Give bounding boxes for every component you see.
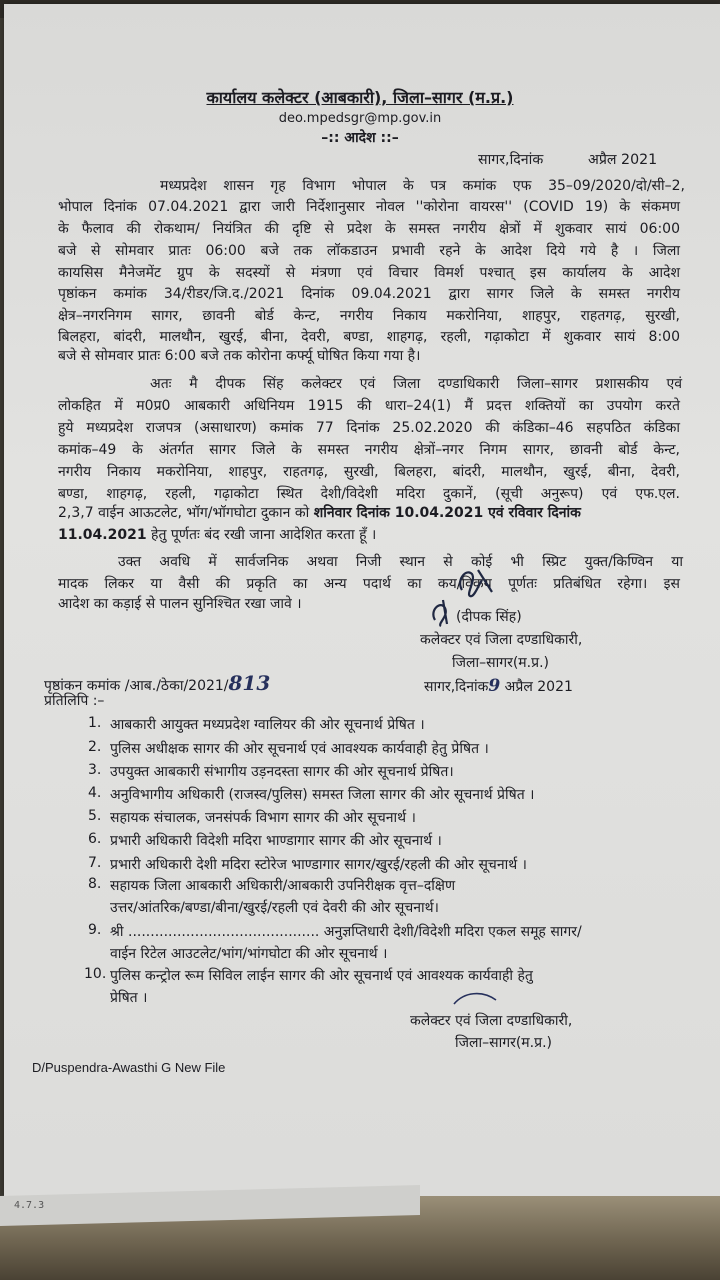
order-label: –:: आदेश ::– xyxy=(321,130,399,146)
copy-item-10-line2: प्रेषित । xyxy=(110,990,148,1006)
para3-line3: आदेश का कड़ाई से पालन सुनिश्चित रखा जावे । xyxy=(58,596,302,612)
endorsement-handwritten-number: 813 xyxy=(228,671,271,695)
copy-item-5: सहायक संचालक, जनसंपर्क विभाग सागर की ओर सूचनार्थ । xyxy=(110,810,416,826)
para2-line1: अतः मै दीपक सिंह कलेक्टर एवं जिला दण्डाधिकारी जिला–सागर प्रशासकीय एवं xyxy=(150,376,682,392)
para1-line2: भोपाल दिनांक 07.04.2021 द्वारा जारी निर्देशानुसार नोवल ''कोरोना वायरस'' (COVID 19) के संकमण xyxy=(58,199,680,215)
copy-item-6-number: 6. xyxy=(88,831,102,847)
copy-item-7-number: 7. xyxy=(88,855,102,871)
copy-item-4-number: 4. xyxy=(88,785,102,801)
order-place-date: सागर,दिनांक xyxy=(478,152,544,168)
signatory-day: 9 xyxy=(488,676,501,696)
copy-item-9-line2: वाईन रिटेल आउटलेट/भांग/भांगघोटा की ओर सूचनार्थ । xyxy=(110,946,388,962)
para2-line4: कमांक–49 के अंतर्गत सागर जिले के समस्त नगरीय क्षेत्रों–नगर निगम सागर, छावनी बोर्ड केन्ट, xyxy=(58,442,680,458)
para1-line7: क्षेत्र–नगरनिगम सागर, छावनी बोर्ड केन्ट, नगरीय निकाय मकरोनिया, शाहपुर, राहतगढ़, सुरखी, xyxy=(58,308,680,324)
para1-line8: बिलहरा, बांदरी, मालथौन, खुरई, बीना, देवरी, बण्डा, शाहगढ़, रहली, गढ़ाकोटा में शुकवार सायं 8:00 xyxy=(58,329,680,345)
para2-line7 xyxy=(58,506,581,520)
para1-line1: मध्यप्रदेश शासन गृह विभाग भोपाल के पत्र कमांक एफ 35–09/2020/दो/सी–2, xyxy=(160,178,685,194)
signatory-name: (दीपक सिंह) xyxy=(456,609,522,625)
signatory-district: जिला–सागर(म.प्र.) xyxy=(452,655,549,671)
copy-item-2: पुलिस अधीक्षक सागर की ओर सूचनार्थ एवं आवश्यक कार्यवाही हेतु प्रेषित । xyxy=(110,741,489,757)
endorsement-number-line xyxy=(44,673,270,693)
para1-line6: पृष्ठांकन कमांक 34/रीडर/जि.द./2021 दिनांक 09.04.2021 द्वारा सागर जिले के समस्त नगरीय xyxy=(58,286,680,302)
file-path: D/Puspendra-Awasthi G New File xyxy=(32,1060,226,1075)
copy-to-label: प्रतिलिपि :– xyxy=(44,693,105,709)
signature-stroke-mark xyxy=(450,988,510,1010)
copy-item-10-number: 10. xyxy=(84,966,107,982)
copy-item-1: आबकारी आयुक्त मध्यप्रदेश ग्वालियर की ओर सूचनार्थ प्रेषित । xyxy=(110,717,425,733)
copy-item-1-number: 1. xyxy=(88,715,102,731)
copy-item-9-line1: श्री ........................................... अनुज्ञप्तिधारी देशी/विदेशी मदिरा एकल समूह सागर/ xyxy=(110,924,582,940)
order-month-year: अप्रैल 2021 xyxy=(588,152,658,168)
office-heading: कार्यालय कलेक्टर (आबकारी), जिला–सागर (म.प्र.) xyxy=(206,88,514,107)
para2-line2: लोकहित में म0प्र0 आबकारी अधिनियम 1915 की धारा–24(1) मैं प्रदत्त शक्तियों का उपयोग करते xyxy=(58,398,680,414)
para2-line3: हुये मध्यप्रदेश राजपत्र (असाधारण) कमांक 77 दिनांक 25.02.2020 की कंडिका–46 सहपठित कंडिका xyxy=(58,420,680,436)
para2-line8-text: हेतु पूर्णतः बंद रखी जाना आदेशित करता हूँ । xyxy=(151,527,377,543)
footer-signatory-designation: कलेक्टर एवं जिला दण्डाधिकारी, xyxy=(410,1013,573,1029)
copy-item-10-line1: पुलिस कन्ट्रोल रूम सिविल लाईन सागर की ओर सूचनार्थ एवं आवश्यक कार्यवाही हेतु xyxy=(110,968,533,984)
copy-item-3: उपयुक्त आबकारी संभागीय उड़नदस्ता सागर की ओर सूचनार्थ प्रेषित। xyxy=(110,764,454,780)
para1-line9: बजे से सोमवार प्रातः 6:00 बजे तक कोरोना कर्फ्यू घोषित किया गया है। xyxy=(58,348,421,364)
para3-line2: मादक लिकर या वैसी की प्रकृति का अन्य पदार्थ का कय/विकय पूर्णतः प्रतिबंधित रहेगा। इस xyxy=(58,576,680,592)
footer-signatory-district: जिला–सागर(म.प्र.) xyxy=(455,1035,552,1051)
para2-line5: नगरीय निकाय मकरोनिया, शाहपुर, राहतगढ़, सुरखी, बिलहरा, बांदरी, मालथौन, खुरई, बीना, देवरी, xyxy=(58,464,680,480)
copy-item-7: प्रभारी अधिकारी देशी मदिरा स्टोरेज भाण्डागार सागर/खुरई/रहली की ओर सूचनार्थ । xyxy=(110,857,527,873)
copy-item-4: अनुविभागीय अधिकारी (राजस्व/पुलिस) समस्त जिला सागर की ओर सूचनार्थ प्रेषित । xyxy=(110,787,535,803)
endorsement-label: पृष्ठांकन कमांक /आब./ठेका/2021/ xyxy=(44,678,229,694)
copy-item-8-line1: सहायक जिला आबकारी अधिकारी/आबकारी उपनिरीक्षक वृत्त–दक्षिण xyxy=(110,878,456,894)
signatory-place-date xyxy=(424,678,573,695)
copy-item-3-number: 3. xyxy=(88,762,102,778)
para1-line4: बजे से सोमवार प्रातः 06:00 बजे तक लॉकडाउन प्रभावी रहने के आदेश दिये गये है । जिला xyxy=(58,243,680,259)
para2-line6: बण्डा, शाहगढ़, रहली, गढ़ाकोटा स्थित देशी/विदेशी मदिरा दुकानें, (सूची अनुरूप) एवं एफ.एल. xyxy=(58,486,680,502)
para2-date-end: 11.04.2021 xyxy=(58,527,147,543)
para3-line1: उक्त अवधि में सार्वजनिक अथवा निजी स्थान से कोई भी स्प्रिट युक्त/किण्विन या xyxy=(118,554,683,570)
copy-item-6: प्रभारी अधिकारी विदेशी मदिरा भाण्डागार सागर की ओर सूचनार्थ । xyxy=(110,833,442,849)
copy-item-9-number: 9. xyxy=(88,922,102,938)
signatory-month-year: अप्रैल 2021 xyxy=(504,679,573,695)
para1-line3: के फैलाव की रोकथाम/ नियंत्रित की दृष्टि से प्रदेश के समस्त नगरीय क्षेत्रों में शुकवार सायं 06:00 xyxy=(58,221,680,237)
copy-item-5-number: 5. xyxy=(88,808,102,824)
para2-dates-bold: शनिवार दिनांक 10.04.2021 एवं रविवार दिनांक xyxy=(313,505,581,521)
copy-item-8-line2: उत्तर/आंतरिक/बण्डा/बीना/खुरई/रहली एवं देवरी की ओर सूचनार्थ। xyxy=(110,900,439,916)
copy-item-2-number: 2. xyxy=(88,739,102,755)
signatory-place-label: सागर,दिनांक xyxy=(424,679,489,695)
para1-line5: कायसिस मैनेजमेंट ग्रुप के सदस्यों से मंत्रणा एवं विचार विमर्श पश्चात् इस कार्यालय के आदेश xyxy=(58,265,680,281)
para2-line7-text: 2,3,7 वाईन आऊटलेट, भॉग/भॉगघोटा दुकान को xyxy=(58,505,310,521)
office-email: deo.mpedsgr@mp.gov.in xyxy=(278,111,442,126)
copy-item-8-number: 8. xyxy=(88,876,102,892)
para2-line8 xyxy=(58,528,376,542)
corner-note: 4.7.3 xyxy=(14,1200,45,1211)
signatory-designation: कलेक्टर एवं जिला दण्डाधिकारी, xyxy=(420,632,583,648)
handwritten-signature-mark xyxy=(448,560,518,600)
